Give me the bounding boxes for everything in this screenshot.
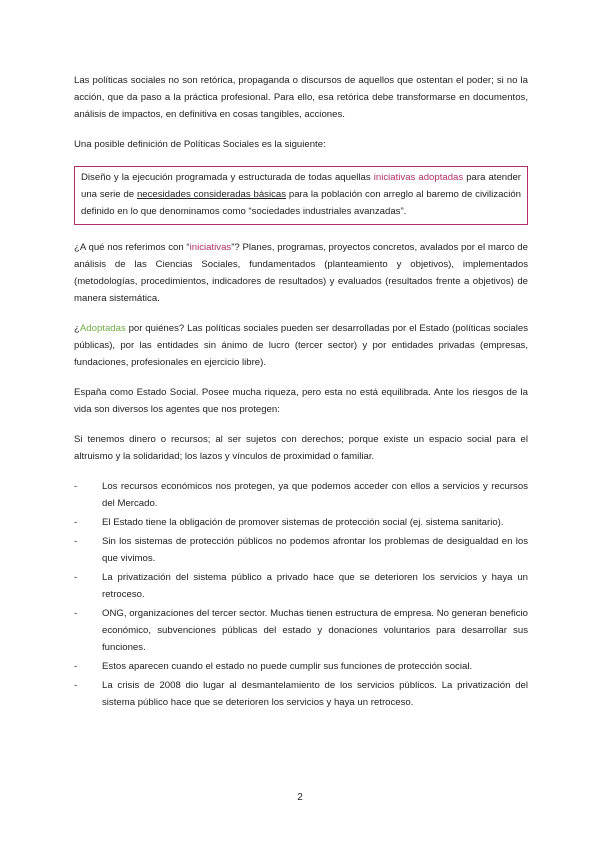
espana-paragraph: España como Estado Social. Posee mucha riqueza, pero esta no está equilibrada. Ante los riesgos de la vida son diversos los agentes que nos protegen: — [74, 387, 528, 415]
adoptadas-highlight: Adoptadas — [79, 323, 126, 334]
list-item-text: La crisis de 2008 dio lugar al desmantelamiento de los servicios públicos. La privatización del sistema público hace que se deterioren los servicios y haya un retroceso. — [102, 680, 528, 708]
adoptadas-paragraph — [74, 320, 528, 371]
list-item-text: El Estado tiene la obligación de promover sistemas de protección social (ej. sistema sanitario). — [102, 517, 504, 528]
definition-adoptadas: adoptadas — [418, 172, 464, 183]
iniciativas-paragraph — [74, 239, 528, 307]
list-bullet: - — [74, 661, 78, 672]
list-bullet: - — [74, 680, 78, 691]
definition-necesidades: necesidades consideradas básicas — [136, 189, 287, 200]
list-item — [74, 478, 528, 512]
definition-text — [81, 169, 521, 220]
definition-part2: para atender una serie de — [81, 172, 521, 200]
list-bullet: - — [74, 608, 78, 619]
adoptadas-after: por quiénes? Las políticas sociales pueden ser desarrolladas por el Estado (políticas sociales públicas), por las entidades sin ánimo de lucro (tercer sector) y por entidades privadas (empresas, fundaciones, profesionales en ejercicio libre). — [74, 323, 528, 368]
list-item — [74, 658, 528, 675]
list-bullet: - — [74, 536, 78, 547]
list-bullet: - — [74, 481, 78, 492]
iniciativas-highlight: iniciativas — [189, 242, 232, 253]
agents-list — [74, 478, 528, 711]
intro-paragraph: Las políticas sociales no son retórica, propaganda o discursos de aquellos que ostentan el poder; si no la acción, que da paso a la práctica profesional. Para ello, esa retórica debe transformarse en documentos, análisis de impactos, en definitiva en cosas tangibles, acciones. — [74, 75, 528, 120]
adoptadas-before: ¿ — [74, 323, 80, 334]
list-item — [74, 605, 528, 656]
list-item — [74, 533, 528, 567]
definition-part1: Diseño y la ejecución programada y estructurada de todas aquellas — [81, 172, 374, 183]
definition-lead: Una posible definición de Políticas Sociales es la siguiente: — [74, 139, 326, 150]
definition-box — [74, 166, 528, 225]
definition-iniciativas: iniciativas — [373, 172, 416, 183]
recursos-paragraph: Si tenemos dinero o recursos; al ser sujetos con derechos; porque existe un espacio social para el altruismo y la solidaridad; los lazos y vínculos de proximidad o familiar. — [74, 434, 528, 462]
iniciativas-after: ”? Planes, programas, proyectos concretos, avalados por el marco de análisis de las Ciencias Sociales, fundamentados (planteamiento y objetivos), implementados (metodologías, procedimientos, indicadores de resultados) y evaluados (resultados frente a objetivos) de manera sistemática. — [74, 242, 528, 304]
list-bullet: - — [74, 572, 78, 583]
iniciativas-before: ¿A qué nos referimos con “ — [74, 242, 190, 253]
page-number: 2 — [297, 792, 303, 803]
list-bullet: - — [74, 517, 78, 528]
list-item — [74, 677, 528, 711]
definition-part3: para la población con arreglo al baremo de civilización definido en lo que denominamos como “sociedades industriales avanzadas”. — [81, 189, 522, 217]
list-item-text: La privatización del sistema público a privado hace que se deterioren los servicios y haya un retroceso. — [102, 572, 528, 600]
list-item-text: Sin los sistemas de protección públicos no podemos afrontar los problemas de desigualdad en los que vivimos. — [102, 536, 528, 564]
list-item — [74, 569, 528, 603]
list-item-text: ONG, organizaciones del tercer sector. Muchas tienen estructura de empresa. No generan beneficio económico, subvenciones públicas del estado y donaciones voluntarios para desarrollar sus funciones. — [102, 608, 528, 653]
list-item-text: Los recursos económicos nos protegen, ya que podemos acceder con ellos a servicios y recursos del Mercado. — [102, 481, 528, 509]
list-item-text: Estos aparecen cuando el estado no puede cumplir sus funciones de protección social. — [102, 661, 473, 672]
list-item — [74, 514, 528, 531]
document-page — [74, 72, 528, 713]
